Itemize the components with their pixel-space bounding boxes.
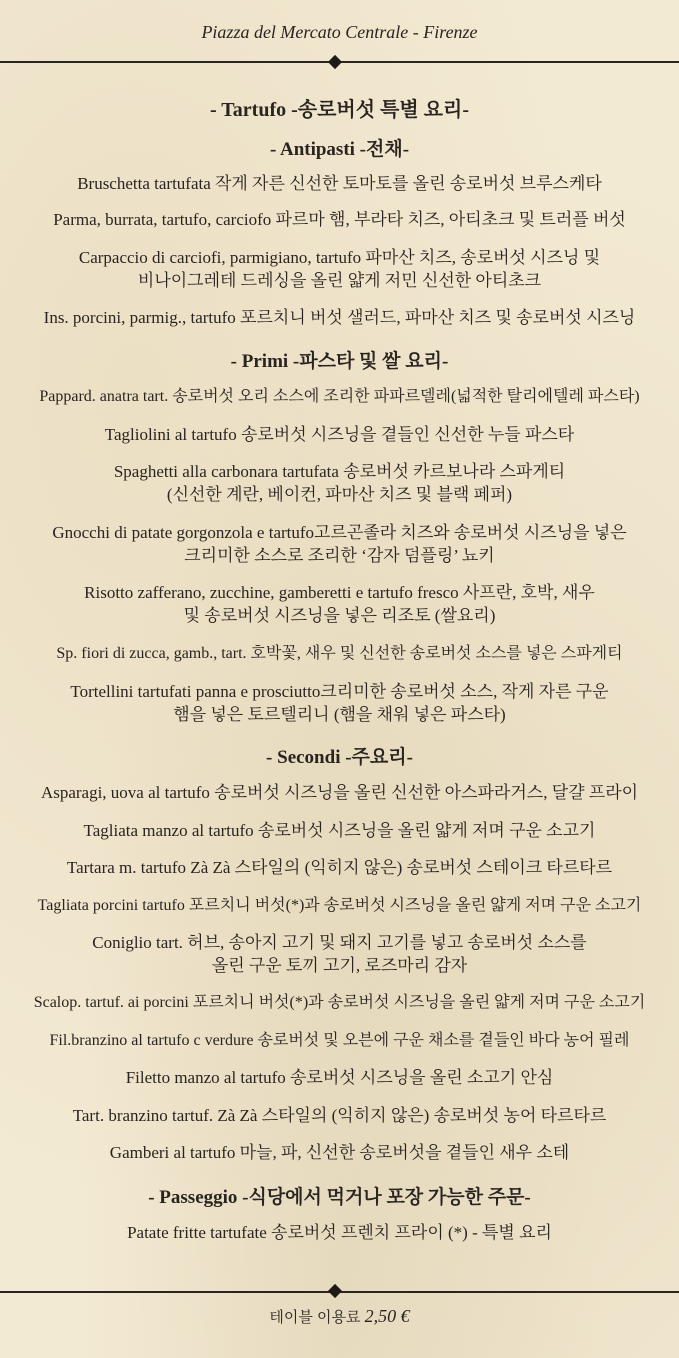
cover-charge-label: 테이블 이용료 [269,1309,361,1326]
menu-item: 올린 구운 토끼 고기, 로즈마리 감자 [211,956,468,975]
menu-item: Carpaccio di carciofi, parmigiano, tartufo 파마산 치즈, 송로버섯 시즈닝 및 [78,248,601,267]
menu-item: Parma, burrata, tartufo, carciofo 파르마 햄, 부라타 치즈, 아티초크 및 트러플 버섯 [53,210,626,229]
menu-item: Gamberi al tartufo 마늘, 파, 신선한 송로버섯을 곁들인 새우 소테 [109,1143,570,1162]
menu-item: Risotto zafferano, zucchine, gamberetti e tartufo fresco 사프란, 호박, 새우 [84,583,595,602]
section-heading-passeggio: - Passeggio -식당에서 먹거나 포장 가능한 주문- [148,1187,531,1208]
section-heading-primi: - Primi -파스타 및 쌀 요리- [230,351,449,372]
menu-item: Tagliata porcini tartufo 포르치니 버섯(*)과 송로버섯 시즈닝을 올린 얇게 저며 구운 소고기 [37,897,642,914]
menu-item: Filetto manzo al tartufo 송로버섯 시즈닝을 올린 소고기 안심 [125,1068,554,1087]
menu-item: Pappard. anatra tart. 송로버섯 오리 소스에 조리한 파파르델레(넓적한 탈리에텔레 파스타) [39,388,640,405]
menu-item: Tortellini tartufati panna e prosciutto크리미한 송로버섯 소스, 작게 자른 구운 [70,682,609,701]
menu-item: 비나이그레테 드레싱을 올린 얇게 저민 신선한 아티초크 [137,271,542,290]
menu-item: Tart. branzino tartuf. Zà Zà 스타일의 (익히지 않은) 송로버섯 농어 타르타르 [72,1106,607,1125]
section-heading-secondi: - Secondi -주요리- [266,747,413,768]
menu-item: 크리미한 소스로 조리한 ‘감자 덤플링’ 뇨키 [184,546,495,565]
menu-item: Spaghetti alla carbonara tartufata 송로버섯 카르보나라 스파게티 [113,462,566,481]
menu-item: (신선한 계란, 베이컨, 파마산 치즈 및 블랙 페퍼) [166,485,513,504]
menu-item: Fil.branzino al tartufo c verdure 송로버섯 및 오븐에 구운 채소를 곁들인 바다 농어 필레 [49,1032,630,1049]
menu-item: Tagliata manzo al tartufo 송로버섯 시즈닝을 올린 얇게 저며 구운 소고기 [83,821,596,840]
menu-item: Tagliolini al tartufo 송로버섯 시즈닝을 곁들인 신선한 누들 파스타 [104,425,575,444]
menu-item: Asparagi, uova al tartufo 송로버섯 시즈닝을 올린 신선한 아스파라거스, 달걀 프라이 [40,783,639,802]
menu-item: 및 송로버섯 시즈닝을 넣은 리조토 (쌀요리) [183,606,496,625]
bottom-diamond-ornament [328,1284,342,1298]
section-heading-antipasti: - Antipasti -전채- [269,139,410,160]
cover-charge-price: 2,50 € [364,1306,410,1326]
menu-item: Patate fritte tartufate 송로버섯 프렌치 프라이 (*) - 특별 요리 [127,1223,552,1242]
menu-item: Bruschetta tartufata 작게 자른 신선한 토마토를 올린 송로버섯 브루스케타 [77,174,602,193]
cover-charge [0,1306,679,1327]
menu-item: Sp. fiori di zucca, gamb., tart. 호박꽃, 새우 및 신선한 송로버섯 소스를 넣은 스파게티 [56,645,623,662]
menu-item: Gnocchi di patate gorgonzola e tartufo고르곤졸라 치즈와 송로버섯 시즈닝을 넣은 [52,523,627,542]
menu-item: Scalop. tartuf. ai porcini 포르치니 버섯(*)과 송로버섯 시즈닝을 올린 얇게 저며 구운 소고기 [33,994,646,1011]
menu-item: Ins. porcini, parmig., tartufo 포르치니 버섯 샐러드, 파마산 치즈 및 송로버섯 시즈닝 [43,308,636,327]
menu-item: Tartara m. tartufo Zà Zà 스타일의 (익히지 않은) 송로버섯 스테이크 타르타르 [66,858,613,877]
restaurant-location: Piazza del Mercato Centrale - Firenze [201,22,478,42]
menu-title: - Tartufo -송로버섯 특별 요리- [209,99,469,121]
menu-item: 햄을 넣은 토르텔리니 (햄을 채워 넣은 파스타) [173,705,506,724]
menu-item: Coniglio tart. 허브, 송아지 고기 및 돼지 고기를 넣고 송로버섯 소스를 [92,933,587,952]
top-diamond-ornament [328,55,342,69]
